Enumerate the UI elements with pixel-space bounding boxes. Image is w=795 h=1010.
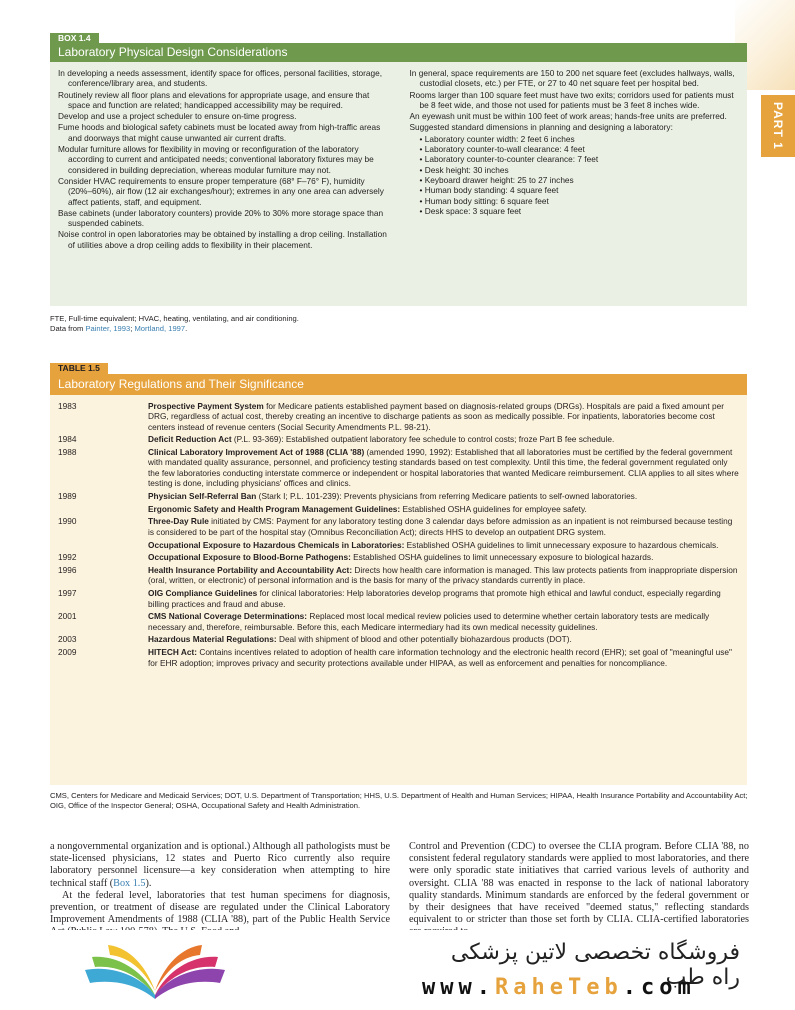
- table-row: [58, 434, 739, 444]
- table-year: 1989: [58, 490, 77, 501]
- box-left-column: [58, 68, 388, 300]
- box-paragraph: Routinely review all floor plans and elevations for appropriate usage, and ensure that space and function are related; handicapped accessibility may be required.: [58, 89, 370, 110]
- body-paragraph: Control and Prevention (CDC) to oversee the CLIA program. Before CLIA '88, no consistent federal regulatory standards were applied to most laboratories, and there were only sporadic state initiatives that carried various levels of authority and oversight. CLIA '88 was enacted in response to the lack of national laboratory quality standards. Minimum standards are enforced by the federal government or by their designees that have received "deemed status," reflecting standards equivalent to or stricter than those set forth by CLIA. CLIA-certified laboratories: [409, 841, 749, 926]
- source-separator: ;: [130, 323, 135, 333]
- regulation-text: (amended 1990, 1992): Established that all laboratories must be certified by the federal government with mandated quality assurance, personnel, and proficiency testing standards based on test complexity. Until this time, the federal government regulated only the few laboratories conducting interstate commerce or independent or hospital laboratories that wanted Medicare reimbursement. CLIA applies to all sites where testing is done, including physicians' offices and clinics.: [148, 447, 739, 489]
- list-item: • Laboratory counter-to-wall clearance: 4 feet: [420, 144, 740, 154]
- watermark-url: [422, 975, 742, 1000]
- table-year: 1996: [58, 565, 77, 576]
- table-year: 2009: [58, 647, 77, 658]
- table-description: [148, 540, 739, 550]
- table-description: [148, 434, 739, 444]
- citation-link[interactable]: Mortland, 1997: [134, 323, 186, 333]
- box-paragraph: Suggested standard dimensions in planning and designing a laboratory:: [409, 122, 673, 133]
- table-row: [58, 552, 739, 562]
- regulation-text: Deal with shipment of blood and other potentially biohazardous products (DOT).: [276, 634, 572, 645]
- box-paragraph: Modular furniture allows for flexibility in moving or reconfiguration of the laboratory according to current and anticipated needs; conventional laboratory fixtures may be considered in building depreciation, whereas modular furniture may not.: [58, 144, 374, 175]
- box-paragraph: Fume hoods and biological safety cabinets must be located away from high-traffic areas and doorways that might cause unwanted air current drafts.: [58, 122, 381, 143]
- table-description: [148, 491, 739, 501]
- box-reference-link[interactable]: Box 1.5: [113, 877, 146, 889]
- table-row: [58, 401, 739, 432]
- regulation-text: Established OSHA guidelines to limit unnecessary exposure to biological hazards.: [350, 552, 654, 563]
- dimensions-list: [410, 134, 740, 216]
- source-prefix: Data from: [50, 323, 86, 333]
- box-footnote-abbrev: FTE, Full-time equivalent; HVAC, heating, ventilating, and air conditioning.: [50, 314, 299, 323]
- table-description: [148, 611, 739, 632]
- regulation-text: (P.L. 93-369): Established outpatient laboratory fee schedule to control costs; froze Part B fee schedule.: [231, 434, 615, 445]
- open-book-logo-icon: [80, 935, 230, 1005]
- table-description: [148, 634, 739, 644]
- table-row: [58, 540, 739, 550]
- table-description: [148, 401, 739, 432]
- table-description: [148, 552, 739, 562]
- table-row: [58, 588, 739, 609]
- box-right-column: [410, 68, 740, 300]
- watermark-persian-text: فروشگاه تخصصی لاتین پزشکی راه طب: [450, 940, 740, 990]
- regulation-name: HITECH Act:: [148, 647, 198, 658]
- regulation-text: Contains incentives related to adoption of health care information technology and the electronic health record (EHR); set goal of "meaningful use" for EHR adoption; improves privacy and security protections available under HIPAA, as well as enforcement and penalties for noncompliance.: [148, 647, 732, 668]
- regulation-text: Replaced most local medical review policies used to determine whether certain laboratory tests are medically necessary and, therefore, reimbursable. Before this, each Medicare intermediary had its own medical necessity guidelines.: [148, 611, 710, 632]
- box-paragraph: An eyewash unit must be within 100 feet of work areas; hands-free units are preferred.: [409, 111, 727, 122]
- table-year: [58, 504, 148, 514]
- regulation-name: Prospective Payment System: [148, 401, 264, 411]
- list-item: • Desk height: 30 inches: [420, 165, 740, 175]
- part-tab-label: PART 1: [771, 102, 785, 150]
- list-item: • Human body sitting: 6 square feet: [420, 196, 740, 206]
- list-item: • Laboratory counter width: 2 feet 6 inches: [420, 134, 740, 144]
- table-row: [58, 565, 739, 586]
- table-year: 1992: [58, 552, 77, 563]
- box-label: BOX 1.4: [50, 33, 99, 44]
- source-end: .: [185, 323, 188, 333]
- table-description: [148, 447, 739, 488]
- list-item: • Keyboard drawer height: 25 to 27 inches: [420, 175, 740, 185]
- regulation-text: (Stark I; P.L. 101-239): Prevents physicians from referring Medicare patients to self-owned laboratories.: [256, 490, 638, 501]
- table-year: 1997: [58, 588, 77, 599]
- table-year: 1983: [58, 401, 77, 411]
- body-paragraph: At the federal level, laboratories that test human specimens for diagnosis, prevention, or treatment of disease are regulated under the Clinical Laboratory Improvement Amendments of 1988 (CLIA '88), part of the Public Health Service: [50, 889, 390, 926]
- regulation-name: Clinical Laboratory Improvement Act of 1988 (CLIA '88): [148, 447, 365, 458]
- table-row: [58, 447, 739, 488]
- regulation-name: Hazardous Material Regulations:: [148, 634, 277, 645]
- regulation-name: Deficit Reduction Act: [148, 434, 232, 445]
- box-footnote-source: [50, 324, 740, 334]
- table-year: 1984: [58, 434, 77, 445]
- body-right-column: [409, 841, 749, 931]
- table-year: 1990: [58, 516, 77, 527]
- body-text-run: ).: [145, 877, 152, 889]
- table-row: [58, 491, 739, 501]
- body-text-run: a nongovernmental organization and is optional.) Although all pathologists must be state-licensed physicians, 12 states and Puerto Rico currently also require laboratory personnel licensure—a key consideration when attempting to hire technical staff (: [50, 841, 390, 889]
- table-description: [148, 516, 739, 537]
- table-row: [58, 516, 739, 537]
- box-paragraph: In general, space requirements are 150 to 200 net square feet (excludes hallways, walls, custodial closets, etc.) per FTE, or 27 to 40 net square feet per hospital bed.: [409, 68, 735, 89]
- list-item: • Desk space: 3 square feet: [420, 206, 740, 216]
- table-description: [148, 647, 739, 668]
- body-paragraph: [50, 841, 390, 890]
- regulation-name: Ergonomic Safety and Health Program Management Guidelines:: [148, 503, 401, 514]
- regulation-name: CMS National Coverage Determinations:: [148, 611, 308, 622]
- box-paragraph: Noise control in open laboratories may be obtained by installing a drop ceiling. Installation of utilities above a drop ceiling adds to flexibility in their placement.: [58, 229, 387, 250]
- table-row: [58, 634, 739, 644]
- body-left-column: [50, 841, 390, 931]
- regulation-name: OIG Compliance Guidelines: [148, 588, 258, 599]
- citation-link[interactable]: Painter, 1993: [85, 323, 131, 333]
- table-label: TABLE 1.5: [50, 363, 108, 374]
- table-description: [148, 588, 739, 609]
- url-suffix: .com: [622, 975, 696, 1000]
- table-body: [50, 395, 747, 785]
- regulation-text: for Medicare patients established payment based on diagnosis-related groups (DRGs). Hospitals are paid a fixed amount per DRG, regardless of actual cost, thereby creating an incentive to discharge patients as soon as medically possible. For inpatients, laboratories become cost centers instead of revenue centers (Social Security Amendments P.L. 98-21).: [148, 401, 725, 432]
- regulation-name: Three-Day Rule: [148, 516, 209, 527]
- table-description: [148, 565, 739, 586]
- box-paragraph: Rooms larger than 100 square feet must have two exits; corridors used for patients must be 8 feet wide, and those not used for patients must be 3 feet 8 inches wide.: [409, 89, 734, 110]
- table-footnote: CMS, Centers for Medicare and Medicaid Services; DOT, U.S. Department of Transportation; HHS, U.S. Department of Health and Human Services; HIPAA, Health Insurance Portability and Accountability Act; OIG, Office of the Inspector General; OSHA, Occupational Safety and Health Administration.: [50, 791, 748, 810]
- list-item: • Human body standing: 4 square feet: [420, 185, 740, 195]
- table-year: 1988: [58, 447, 77, 458]
- regulation-name: Occupational Exposure to Blood-Borne Pathogens:: [148, 552, 351, 563]
- box-footnote: [50, 314, 740, 333]
- regulation-name: Health Insurance Portability and Accountability Act:: [148, 565, 353, 576]
- regulation-text: Established OSHA guidelines to limit unnecessary exposure to hazardous chemicals.: [404, 539, 719, 550]
- list-item: • Laboratory counter-to-counter clearance: 7 feet: [420, 154, 740, 164]
- table-description: [148, 504, 739, 514]
- box-title: Laboratory Physical Design Considerations: [50, 43, 747, 62]
- table-row: [58, 504, 739, 514]
- box-paragraph: Base cabinets (under laboratory counters) provide 20% to 30% more storage space than suspended cabinets.: [58, 207, 384, 229]
- regulation-name: Physician Self-Referral Ban: [148, 490, 257, 501]
- box-paragraph: Develop and use a project scheduler to ensure on-time progress.: [58, 111, 297, 122]
- table-title: Laboratory Regulations and Their Significance: [50, 374, 747, 395]
- table-row: [58, 647, 739, 668]
- regulation-text: Established OSHA guidelines for employee safety.: [400, 503, 587, 514]
- table-year: [58, 540, 148, 550]
- table-row: [58, 611, 739, 632]
- box-paragraph: In developing a needs assessment, identify space for offices, personal facilities, storage, conference/library area, and students.: [58, 68, 383, 89]
- table-year: 2003: [58, 634, 77, 645]
- regulation-text: Directs how health care information is managed. This law protects patients from inappropriate dispersion (oral, written, or electronic) of personal information and is the basis for many of the privacy standards currently in place.: [148, 565, 738, 586]
- url-prefix: www.: [422, 975, 495, 1000]
- regulation-text: initiated by CMS: Payment for any laboratory testing done 3 calendar days before admission as an inpatient is not reimbursed because testing is considered to be part of the hospital stay (Omnibus Reconciliation Act); directs HHS to develop an outpatient DRG system.: [148, 516, 733, 537]
- table-year: 2001: [58, 611, 77, 622]
- url-accent: RaheTeb: [494, 975, 623, 1000]
- regulation-name: Occupational Exposure to Hazardous Chemicals in Laboratories:: [148, 539, 405, 550]
- part-tab: [761, 95, 795, 157]
- regulation-text: for clinical laboratories: Help laboratories develop programs that promote high ethical and lawful conduct, especially regarding billing practices and fraud and abuse.: [148, 588, 721, 609]
- box-paragraph: Consider HVAC requirements to ensure proper temperature (68° F–76° F), humidity (20%–60%), air flow (12 air exchanges/hour); extremes in any one area can adversely affect patients, staff, and equipment.: [58, 175, 384, 207]
- box-body: [50, 62, 747, 306]
